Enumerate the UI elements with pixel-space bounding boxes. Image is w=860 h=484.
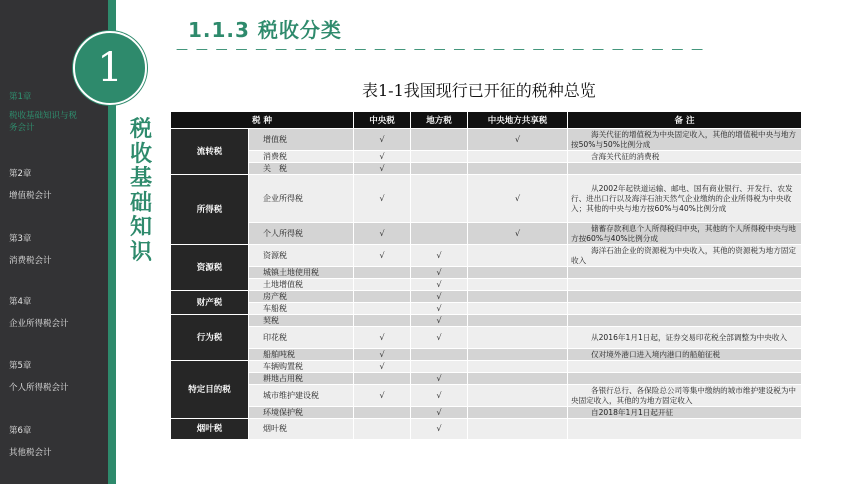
note-cell <box>568 373 802 385</box>
central-check <box>354 291 411 303</box>
central-check: √ <box>354 385 411 407</box>
shared-check <box>468 349 568 361</box>
vertical-title-char: 知 <box>129 215 152 240</box>
table-row <box>171 163 802 175</box>
note-cell <box>568 291 802 303</box>
shared-check: √ <box>468 223 568 245</box>
table-row <box>171 407 802 419</box>
local-check: √ <box>411 315 468 327</box>
tax-name: 企业所得税 <box>249 175 354 223</box>
table-title: 表1-1我国现行已开征的税种总览 <box>362 81 596 100</box>
tax-table <box>170 111 802 440</box>
central-check: √ <box>354 223 411 245</box>
chapter-link-2[interactable] <box>9 168 52 202</box>
note-cell: 储蓄存款利息个人所得税归中央，其他的个人所得税中央与地方按60%与40%比例分成 <box>568 223 802 245</box>
local-check: √ <box>411 407 468 419</box>
note-cell <box>568 267 802 279</box>
tax-name: 环境保护税 <box>249 407 354 419</box>
tax-name: 烟叶税 <box>249 419 354 440</box>
header-note: 备 注 <box>568 112 802 129</box>
local-check: √ <box>411 303 468 315</box>
table-row <box>171 291 802 303</box>
vertical-chapter-title <box>126 118 156 265</box>
shared-check <box>468 303 568 315</box>
chapter-link-3[interactable] <box>9 233 52 267</box>
category-cell: 资源税 <box>171 245 249 291</box>
table-row <box>171 327 802 349</box>
tax-name: 关 税 <box>249 163 354 175</box>
local-check <box>411 129 468 151</box>
table-row <box>171 361 802 373</box>
local-check <box>411 349 468 361</box>
table-row <box>171 175 802 223</box>
chapter-link-5[interactable] <box>9 360 69 394</box>
chapter-number: 第5章 <box>9 361 32 371</box>
header-local: 地方税 <box>411 112 468 129</box>
vertical-title-char: 识 <box>129 239 152 265</box>
chapter-title: 税收基础知识与税务会计 <box>9 111 78 133</box>
note-cell: 各银行总行、各保险总公司等集中缴纳的城市维护建设税为中央固定收入，其他的为地方固定收入 <box>568 385 802 407</box>
header-shared: 中央地方共享税 <box>468 112 568 129</box>
tax-name: 印花税 <box>249 327 354 349</box>
local-check <box>411 223 468 245</box>
local-check: √ <box>411 279 468 291</box>
central-check <box>354 315 411 327</box>
chapter-number: 第6章 <box>9 426 32 436</box>
category-cell: 财产税 <box>171 291 249 315</box>
tax-name: 城镇土地使用税 <box>249 267 354 279</box>
chapter-title: 其他税会计 <box>9 448 52 458</box>
category-cell: 烟叶税 <box>171 419 249 440</box>
tax-name: 增值税 <box>249 129 354 151</box>
shared-check: √ <box>468 129 568 151</box>
central-check <box>354 303 411 315</box>
category-cell: 流转税 <box>171 129 249 175</box>
table-row <box>171 303 802 315</box>
shared-check <box>468 279 568 291</box>
table-row <box>171 223 802 245</box>
note-cell: 海洋石油企业的资源税为中央收入，其他的资源税为地方固定收入 <box>568 245 802 267</box>
shared-check <box>468 327 568 349</box>
category-cell: 特定目的税 <box>171 361 249 419</box>
table-row <box>171 349 802 361</box>
chapter-number: 第4章 <box>9 297 32 307</box>
table-row <box>171 385 802 407</box>
local-check <box>411 151 468 163</box>
chapter-link-6[interactable] <box>9 425 52 459</box>
note-cell: 含海关代征的消费税 <box>568 151 802 163</box>
tax-name: 城市维护建设税 <box>249 385 354 407</box>
note-cell <box>568 315 802 327</box>
local-check: √ <box>411 291 468 303</box>
central-check: √ <box>354 163 411 175</box>
central-check <box>354 279 411 291</box>
note-cell <box>568 279 802 291</box>
chapter-title: 增值税会计 <box>9 191 52 201</box>
central-check <box>354 419 411 440</box>
shared-check <box>468 385 568 407</box>
shared-check <box>468 151 568 163</box>
header-tax-type: 税 种 <box>171 112 354 129</box>
chapter-title: 个人所得税会计 <box>9 383 69 393</box>
tax-name: 车船税 <box>249 303 354 315</box>
tax-name: 车辆购置税 <box>249 361 354 373</box>
chapter-number: 第2章 <box>9 169 32 179</box>
vertical-title-char: 收 <box>129 141 152 167</box>
note-cell <box>568 361 802 373</box>
table-row <box>171 315 802 327</box>
note-cell <box>568 163 802 175</box>
chapter-number: 第1章 <box>9 92 32 102</box>
table-row <box>171 245 802 267</box>
local-check: √ <box>411 419 468 440</box>
central-check: √ <box>354 361 411 373</box>
chapter-link-1[interactable] <box>9 91 79 134</box>
note-cell <box>568 419 802 440</box>
central-check: √ <box>354 129 411 151</box>
shared-check <box>468 245 568 267</box>
tax-name: 船舶吨税 <box>249 349 354 361</box>
local-check <box>411 361 468 373</box>
vertical-title-char: 础 <box>129 190 152 216</box>
table-row <box>171 279 802 291</box>
section-heading: 1.1.3 税收分类 <box>188 18 342 42</box>
heading-divider: — — — — — — — — — — — — — — — — — — — — — — — — — — — <box>176 42 706 56</box>
local-check <box>411 163 468 175</box>
tax-name: 个人所得税 <box>249 223 354 245</box>
central-check: √ <box>354 175 411 223</box>
central-check: √ <box>354 327 411 349</box>
shared-check <box>468 373 568 385</box>
central-check <box>354 267 411 279</box>
local-check: √ <box>411 373 468 385</box>
shared-check <box>468 407 568 419</box>
note-cell: 海关代征的增值税为中央固定收入，其他的增值税中央与地方按50%与50%比例分成 <box>568 129 802 151</box>
header-central: 中央税 <box>354 112 411 129</box>
chapter-title: 企业所得税会计 <box>9 319 69 329</box>
note-cell: 自2018年1月1日起开征 <box>568 407 802 419</box>
chapter-title: 消费税会计 <box>9 256 52 266</box>
tax-name: 耕地占用税 <box>249 373 354 385</box>
table-row <box>171 267 802 279</box>
tax-name: 房产税 <box>249 291 354 303</box>
table-row <box>171 419 802 440</box>
tax-name: 土地增值税 <box>249 279 354 291</box>
note-cell: 从2002年起铁道运输、邮电、国有商业银行、开发行、农发行、进出口行以及海洋石油天然气企业缴纳的企业所得税为中央收入；其他的中央与地方按60%与40%比例分成 <box>568 175 802 223</box>
chapter-number: 第3章 <box>9 234 32 244</box>
shared-check <box>468 315 568 327</box>
shared-check <box>468 291 568 303</box>
shared-check <box>468 419 568 440</box>
table-row <box>171 373 802 385</box>
tax-name: 契税 <box>249 315 354 327</box>
vertical-title-char: 基 <box>129 166 152 191</box>
chapter-badge: 1 <box>73 31 147 105</box>
vertical-title-char: 税 <box>129 117 152 142</box>
tax-name: 消费税 <box>249 151 354 163</box>
central-check <box>354 407 411 419</box>
shared-check: √ <box>468 175 568 223</box>
table-row <box>171 151 802 163</box>
local-check: √ <box>411 327 468 349</box>
central-check: √ <box>354 151 411 163</box>
table-header-row <box>171 112 802 129</box>
note-cell: 仅对境外港口进入境内港口的船舶征税 <box>568 349 802 361</box>
tax-name: 资源税 <box>249 245 354 267</box>
category-cell: 所得税 <box>171 175 249 245</box>
shared-check <box>468 361 568 373</box>
shared-check <box>468 163 568 175</box>
local-check: √ <box>411 245 468 267</box>
shared-check <box>468 267 568 279</box>
table-row <box>171 129 802 151</box>
local-check <box>411 175 468 223</box>
chapter-link-4[interactable] <box>9 296 69 330</box>
local-check: √ <box>411 385 468 407</box>
note-cell <box>568 303 802 315</box>
note-cell: 从2016年1月1日起，证券交易印花税全部调整为中央收入 <box>568 327 802 349</box>
category-cell: 行为税 <box>171 315 249 361</box>
central-check: √ <box>354 245 411 267</box>
central-check <box>354 373 411 385</box>
central-check: √ <box>354 349 411 361</box>
local-check: √ <box>411 267 468 279</box>
